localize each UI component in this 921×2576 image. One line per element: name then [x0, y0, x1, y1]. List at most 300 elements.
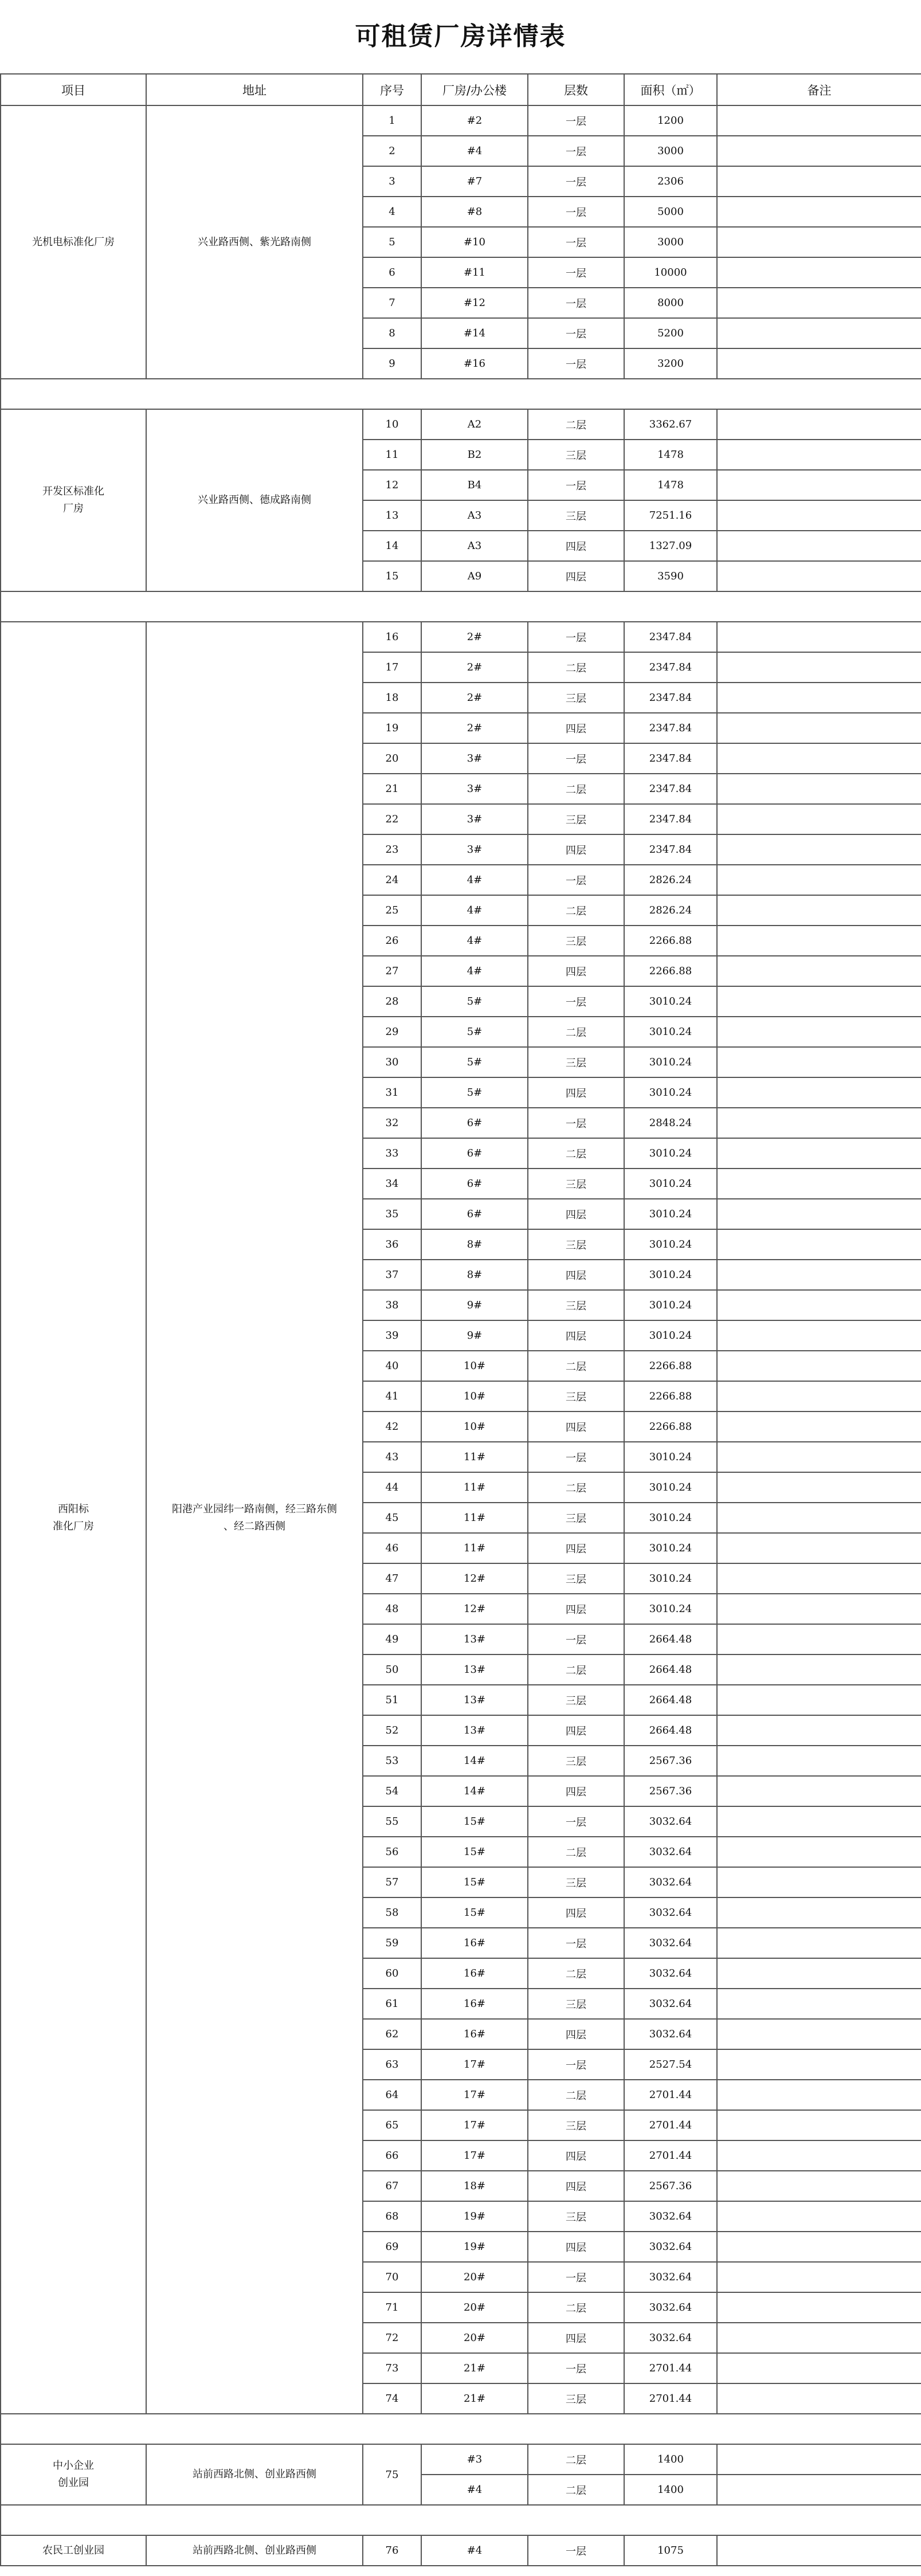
area-cell: 2701.44: [624, 2110, 717, 2140]
building-cell: 16#: [421, 1989, 528, 2019]
floor-cell: 一层: [528, 2353, 624, 2383]
row-number-cell: 63: [363, 2049, 421, 2080]
building-cell: 12#: [421, 1594, 528, 1624]
remark-cell: [717, 2080, 921, 2110]
row-number-cell: 6: [363, 257, 421, 288]
building-cell: #4: [421, 2475, 528, 2505]
building-cell: 11#: [421, 1472, 528, 1503]
building-cell: 16#: [421, 2019, 528, 2049]
floor-cell: 四层: [528, 1320, 624, 1351]
building-cell: 16#: [421, 1928, 528, 1958]
floor-cell: 三层: [528, 500, 624, 531]
area-cell: 3032.64: [624, 2232, 717, 2262]
remark-cell: [717, 1290, 921, 1320]
row-number-cell: 45: [363, 1503, 421, 1533]
row-number-cell: 47: [363, 1563, 421, 1594]
floor-cell: 二层: [528, 1351, 624, 1381]
group-separator-cell: [1, 2505, 921, 2535]
floor-cell: 一层: [528, 257, 624, 288]
area-cell: 3010.24: [624, 1017, 717, 1047]
area-cell: 3032.64: [624, 1837, 717, 1867]
building-cell: 21#: [421, 2353, 528, 2383]
remark-cell: [717, 2049, 921, 2080]
remark-cell: [717, 1928, 921, 1958]
row-number-cell: 54: [363, 1776, 421, 1806]
area-cell: 1075: [624, 2535, 717, 2566]
area-cell: 2664.48: [624, 1624, 717, 1654]
building-cell: 11#: [421, 1442, 528, 1472]
floor-cell: 三层: [528, 440, 624, 470]
row-number-cell: 5: [363, 227, 421, 257]
building-cell: 15#: [421, 1867, 528, 1897]
remark-cell: [717, 1989, 921, 2019]
remark-cell: [717, 136, 921, 166]
area-cell: 3000: [624, 227, 717, 257]
floor-cell: 二层: [528, 1837, 624, 1867]
rental-table: [0, 73, 921, 2566]
area-cell: 3200: [624, 348, 717, 379]
area-cell: 2664.48: [624, 1654, 717, 1685]
row-number-cell: 35: [363, 1199, 421, 1229]
building-cell: A9: [421, 561, 528, 591]
remark-cell: [717, 105, 921, 136]
area-cell: 2701.44: [624, 2353, 717, 2383]
area-cell: 3032.64: [624, 1928, 717, 1958]
remark-cell: [717, 986, 921, 1017]
area-cell: 3032.64: [624, 2201, 717, 2232]
floor-cell: 一层: [528, 2049, 624, 2080]
floor-cell: 二层: [528, 774, 624, 804]
remark-cell: [717, 713, 921, 743]
floor-cell: 二层: [528, 895, 624, 926]
building-cell: 6#: [421, 1169, 528, 1199]
area-cell: 2347.84: [624, 804, 717, 834]
building-cell: B4: [421, 470, 528, 500]
area-cell: 2826.24: [624, 895, 717, 926]
area-cell: 8000: [624, 288, 717, 318]
area-cell: 2664.48: [624, 1685, 717, 1715]
row-number-cell: 53: [363, 1746, 421, 1776]
building-cell: 15#: [421, 1897, 528, 1928]
floor-cell: 四层: [528, 713, 624, 743]
project-cell: 中小企业 创业园: [1, 2444, 146, 2505]
group-separator-row: [1, 379, 921, 409]
floor-cell: 四层: [528, 2019, 624, 2049]
group-separator-cell: [1, 591, 921, 622]
building-cell: #3: [421, 2444, 528, 2475]
area-cell: 2306: [624, 166, 717, 197]
area-cell: 3032.64: [624, 2292, 717, 2323]
building-cell: 6#: [421, 1108, 528, 1138]
group-separator-cell: [1, 2414, 921, 2444]
building-cell: 18#: [421, 2171, 528, 2201]
row-number-cell: 52: [363, 1715, 421, 1746]
building-cell: #12: [421, 288, 528, 318]
header-area: 面积（㎡）: [624, 74, 717, 105]
row-number-cell: 70: [363, 2262, 421, 2292]
floor-cell: 一层: [528, 318, 624, 348]
building-cell: 21#: [421, 2383, 528, 2414]
building-cell: #14: [421, 318, 528, 348]
building-cell: A3: [421, 531, 528, 561]
floor-cell: 四层: [528, 2323, 624, 2353]
building-cell: #8: [421, 197, 528, 227]
area-cell: 3032.64: [624, 1989, 717, 2019]
remark-cell: [717, 2535, 921, 2566]
row-number-cell: 13: [363, 500, 421, 531]
row-number-cell: 66: [363, 2140, 421, 2171]
group-separator-row: [1, 2505, 921, 2535]
remark-cell: [717, 804, 921, 834]
row-number-cell: 23: [363, 834, 421, 865]
floor-cell: 一层: [528, 1806, 624, 1837]
row-number-cell: 14: [363, 531, 421, 561]
remark-cell: [717, 1867, 921, 1897]
remark-cell: [717, 743, 921, 774]
remark-cell: [717, 531, 921, 561]
row-number-cell: 1: [363, 105, 421, 136]
area-cell: 3032.64: [624, 1806, 717, 1837]
floor-cell: 三层: [528, 926, 624, 956]
building-cell: 4#: [421, 926, 528, 956]
row-number-cell: 21: [363, 774, 421, 804]
row-number-cell: 71: [363, 2292, 421, 2323]
area-cell: 3010.24: [624, 1533, 717, 1563]
floor-cell: 二层: [528, 2444, 624, 2475]
header-building: 厂房/办公楼: [421, 74, 528, 105]
row-number-cell: 69: [363, 2232, 421, 2262]
group-separator-row: [1, 591, 921, 622]
area-cell: 3032.64: [624, 1897, 717, 1928]
row-number-cell: 37: [363, 1260, 421, 1290]
building-cell: 5#: [421, 986, 528, 1017]
row-number-cell: 19: [363, 713, 421, 743]
building-cell: 17#: [421, 2049, 528, 2080]
area-cell: 3010.24: [624, 986, 717, 1017]
floor-cell: 二层: [528, 1958, 624, 1989]
address-cell: 兴业路西侧、德成路南侧: [146, 409, 363, 591]
remark-cell: [717, 1229, 921, 1260]
area-cell: 2266.88: [624, 926, 717, 956]
remark-cell: [717, 1685, 921, 1715]
building-cell: 3#: [421, 804, 528, 834]
area-cell: 3590: [624, 561, 717, 591]
building-cell: 12#: [421, 1563, 528, 1594]
building-cell: #4: [421, 2535, 528, 2566]
remark-cell: [717, 1594, 921, 1624]
area-cell: 3010.24: [624, 1563, 717, 1594]
remark-cell: [717, 926, 921, 956]
area-cell: 2664.48: [624, 1715, 717, 1746]
floor-cell: 四层: [528, 1533, 624, 1563]
floor-cell: 一层: [528, 470, 624, 500]
row-number-cell: 29: [363, 1017, 421, 1047]
remark-cell: [717, 1654, 921, 1685]
project-cell: 农民工创业园: [1, 2535, 146, 2566]
row-number-cell: 28: [363, 986, 421, 1017]
area-cell: 3032.64: [624, 2019, 717, 2049]
row-number-cell: 2: [363, 136, 421, 166]
row-number-cell: 58: [363, 1897, 421, 1928]
remark-cell: [717, 2232, 921, 2262]
building-cell: #2: [421, 105, 528, 136]
remark-cell: [717, 1503, 921, 1533]
building-cell: 15#: [421, 1806, 528, 1837]
row-number-cell: 38: [363, 1290, 421, 1320]
floor-cell: 三层: [528, 1381, 624, 1411]
floor-cell: 一层: [528, 1108, 624, 1138]
project-cell: 光机电标准化厂房: [1, 105, 146, 379]
remark-cell: [717, 1047, 921, 1077]
area-cell: 3010.24: [624, 1138, 717, 1169]
area-cell: 2347.84: [624, 774, 717, 804]
floor-cell: 一层: [528, 1928, 624, 1958]
project-cell: 开发区标准化 厂房: [1, 409, 146, 591]
row-number-cell: 20: [363, 743, 421, 774]
remark-cell: [717, 683, 921, 713]
row-number-cell: 7: [363, 288, 421, 318]
row-number-cell: 76: [363, 2535, 421, 2566]
row-number-cell: 9: [363, 348, 421, 379]
remark-cell: [717, 440, 921, 470]
floor-cell: 一层: [528, 2535, 624, 2566]
area-cell: 2266.88: [624, 1351, 717, 1381]
area-cell: 1478: [624, 470, 717, 500]
floor-cell: 二层: [528, 2475, 624, 2505]
floor-cell: 四层: [528, 1199, 624, 1229]
table-row: [1, 105, 921, 136]
building-cell: 9#: [421, 1290, 528, 1320]
row-number-cell: 64: [363, 2080, 421, 2110]
table-body: [1, 105, 921, 2566]
address-cell: 阳港产业园纬一路南侧，经三路东侧 、经二路西侧: [146, 622, 363, 2414]
row-number-cell: 15: [363, 561, 421, 591]
remark-cell: [717, 622, 921, 652]
floor-cell: 二层: [528, 409, 624, 440]
remark-cell: [717, 2323, 921, 2353]
row-number-cell: 34: [363, 1169, 421, 1199]
building-cell: 20#: [421, 2323, 528, 2353]
area-cell: 2347.84: [624, 834, 717, 865]
remark-cell: [717, 1381, 921, 1411]
remark-cell: [717, 2171, 921, 2201]
remark-cell: [717, 1958, 921, 1989]
area-cell: 3032.64: [624, 1867, 717, 1897]
area-cell: 7251.16: [624, 500, 717, 531]
remark-cell: [717, 1260, 921, 1290]
remark-cell: [717, 500, 921, 531]
building-cell: A3: [421, 500, 528, 531]
row-number-cell: 32: [363, 1108, 421, 1138]
remark-cell: [717, 2444, 921, 2475]
floor-cell: 三层: [528, 1229, 624, 1260]
row-number-cell: 30: [363, 1047, 421, 1077]
building-cell: 11#: [421, 1533, 528, 1563]
table-row: [1, 409, 921, 440]
address-cell: 站前西路北侧、创业路西侧: [146, 2444, 363, 2505]
row-number-cell: 51: [363, 1685, 421, 1715]
building-cell: 8#: [421, 1260, 528, 1290]
building-cell: 13#: [421, 1654, 528, 1685]
remark-cell: [717, 2019, 921, 2049]
row-number-cell: 33: [363, 1138, 421, 1169]
row-number-cell: 67: [363, 2171, 421, 2201]
floor-cell: 二层: [528, 1138, 624, 1169]
building-cell: 10#: [421, 1411, 528, 1442]
area-cell: 3032.64: [624, 2262, 717, 2292]
building-cell: 11#: [421, 1503, 528, 1533]
building-cell: 14#: [421, 1776, 528, 1806]
header-floor: 层数: [528, 74, 624, 105]
area-cell: 2701.44: [624, 2383, 717, 2414]
remark-cell: [717, 1563, 921, 1594]
area-cell: 3362.67: [624, 409, 717, 440]
area-cell: 3032.64: [624, 1958, 717, 1989]
remark-cell: [717, 561, 921, 591]
remark-cell: [717, 956, 921, 986]
building-cell: 19#: [421, 2232, 528, 2262]
floor-cell: 四层: [528, 2232, 624, 2262]
remark-cell: [717, 2201, 921, 2232]
row-number-cell: 17: [363, 652, 421, 683]
remark-cell: [717, 1320, 921, 1351]
building-cell: #16: [421, 348, 528, 379]
building-cell: 8#: [421, 1229, 528, 1260]
remark-cell: [717, 1411, 921, 1442]
table-row: [1, 2535, 921, 2566]
remark-cell: [717, 470, 921, 500]
building-cell: 2#: [421, 652, 528, 683]
building-cell: #4: [421, 136, 528, 166]
floor-cell: 四层: [528, 956, 624, 986]
building-cell: 5#: [421, 1047, 528, 1077]
area-cell: 3010.24: [624, 1260, 717, 1290]
table-row: [1, 622, 921, 652]
header-project: 项目: [1, 74, 146, 105]
row-number-cell: 44: [363, 1472, 421, 1503]
area-cell: 3010.24: [624, 1594, 717, 1624]
building-cell: 3#: [421, 834, 528, 865]
area-cell: 3010.24: [624, 1503, 717, 1533]
remark-cell: [717, 2353, 921, 2383]
remark-cell: [717, 197, 921, 227]
row-number-cell: 22: [363, 804, 421, 834]
remark-cell: [717, 2262, 921, 2292]
page-title: 可租赁厂房详情表: [355, 22, 566, 51]
building-cell: 13#: [421, 1685, 528, 1715]
building-cell: 17#: [421, 2080, 528, 2110]
building-cell: 17#: [421, 2140, 528, 2171]
remark-cell: [717, 1169, 921, 1199]
floor-cell: 三层: [528, 1746, 624, 1776]
row-number-cell: 26: [363, 926, 421, 956]
building-cell: 2#: [421, 622, 528, 652]
remark-cell: [717, 409, 921, 440]
building-cell: 2#: [421, 713, 528, 743]
building-cell: 14#: [421, 1746, 528, 1776]
area-cell: 1478: [624, 440, 717, 470]
floor-cell: 一层: [528, 136, 624, 166]
row-number-cell: 40: [363, 1351, 421, 1381]
floor-cell: 三层: [528, 1290, 624, 1320]
row-number-cell: 48: [363, 1594, 421, 1624]
row-number-cell: 46: [363, 1533, 421, 1563]
building-cell: 17#: [421, 2110, 528, 2140]
area-cell: 2567.36: [624, 1776, 717, 1806]
floor-cell: 四层: [528, 1411, 624, 1442]
remark-cell: [717, 166, 921, 197]
remark-cell: [717, 257, 921, 288]
row-number-cell: 41: [363, 1381, 421, 1411]
remark-cell: [717, 1624, 921, 1654]
address-cell: 兴业路西侧、紫光路南侧: [146, 105, 363, 379]
remark-cell: [717, 1199, 921, 1229]
row-number-cell: 49: [363, 1624, 421, 1654]
building-cell: 19#: [421, 2201, 528, 2232]
remark-cell: [717, 865, 921, 895]
remark-cell: [717, 1472, 921, 1503]
remark-cell: [717, 1746, 921, 1776]
floor-cell: 四层: [528, 1715, 624, 1746]
area-cell: 3010.24: [624, 1472, 717, 1503]
area-cell: 3010.24: [624, 1077, 717, 1108]
area-cell: 3010.24: [624, 1169, 717, 1199]
building-cell: #10: [421, 227, 528, 257]
remark-cell: [717, 834, 921, 865]
floor-cell: 一层: [528, 288, 624, 318]
floor-cell: 四层: [528, 834, 624, 865]
row-number-cell: 75: [363, 2444, 421, 2505]
floor-cell: 三层: [528, 1867, 624, 1897]
building-cell: A2: [421, 409, 528, 440]
floor-cell: 三层: [528, 1503, 624, 1533]
header-row: [1, 74, 921, 105]
row-number-cell: 68: [363, 2201, 421, 2232]
area-cell: 2567.36: [624, 2171, 717, 2201]
building-cell: 4#: [421, 865, 528, 895]
row-number-cell: 16: [363, 622, 421, 652]
table-row: [1, 2444, 921, 2475]
floor-cell: 一层: [528, 743, 624, 774]
row-number-cell: 42: [363, 1411, 421, 1442]
area-cell: 3010.24: [624, 1442, 717, 1472]
floor-cell: 四层: [528, 2140, 624, 2171]
row-number-cell: 25: [363, 895, 421, 926]
area-cell: 3032.64: [624, 2323, 717, 2353]
row-number-cell: 31: [363, 1077, 421, 1108]
row-number-cell: 74: [363, 2383, 421, 2414]
header-remark: 备注: [717, 74, 921, 105]
building-cell: 13#: [421, 1715, 528, 1746]
building-cell: 15#: [421, 1837, 528, 1867]
row-number-cell: 39: [363, 1320, 421, 1351]
remark-cell: [717, 1108, 921, 1138]
remark-cell: [717, 227, 921, 257]
area-cell: 3010.24: [624, 1199, 717, 1229]
floor-cell: 三层: [528, 1989, 624, 2019]
header-no: 序号: [363, 74, 421, 105]
row-number-cell: 12: [363, 470, 421, 500]
floor-cell: 一层: [528, 348, 624, 379]
row-number-cell: 24: [363, 865, 421, 895]
remark-cell: [717, 652, 921, 683]
remark-cell: [717, 1138, 921, 1169]
building-cell: 3#: [421, 743, 528, 774]
remark-cell: [717, 1442, 921, 1472]
remark-cell: [717, 2383, 921, 2414]
building-cell: 5#: [421, 1077, 528, 1108]
floor-cell: 三层: [528, 1047, 624, 1077]
